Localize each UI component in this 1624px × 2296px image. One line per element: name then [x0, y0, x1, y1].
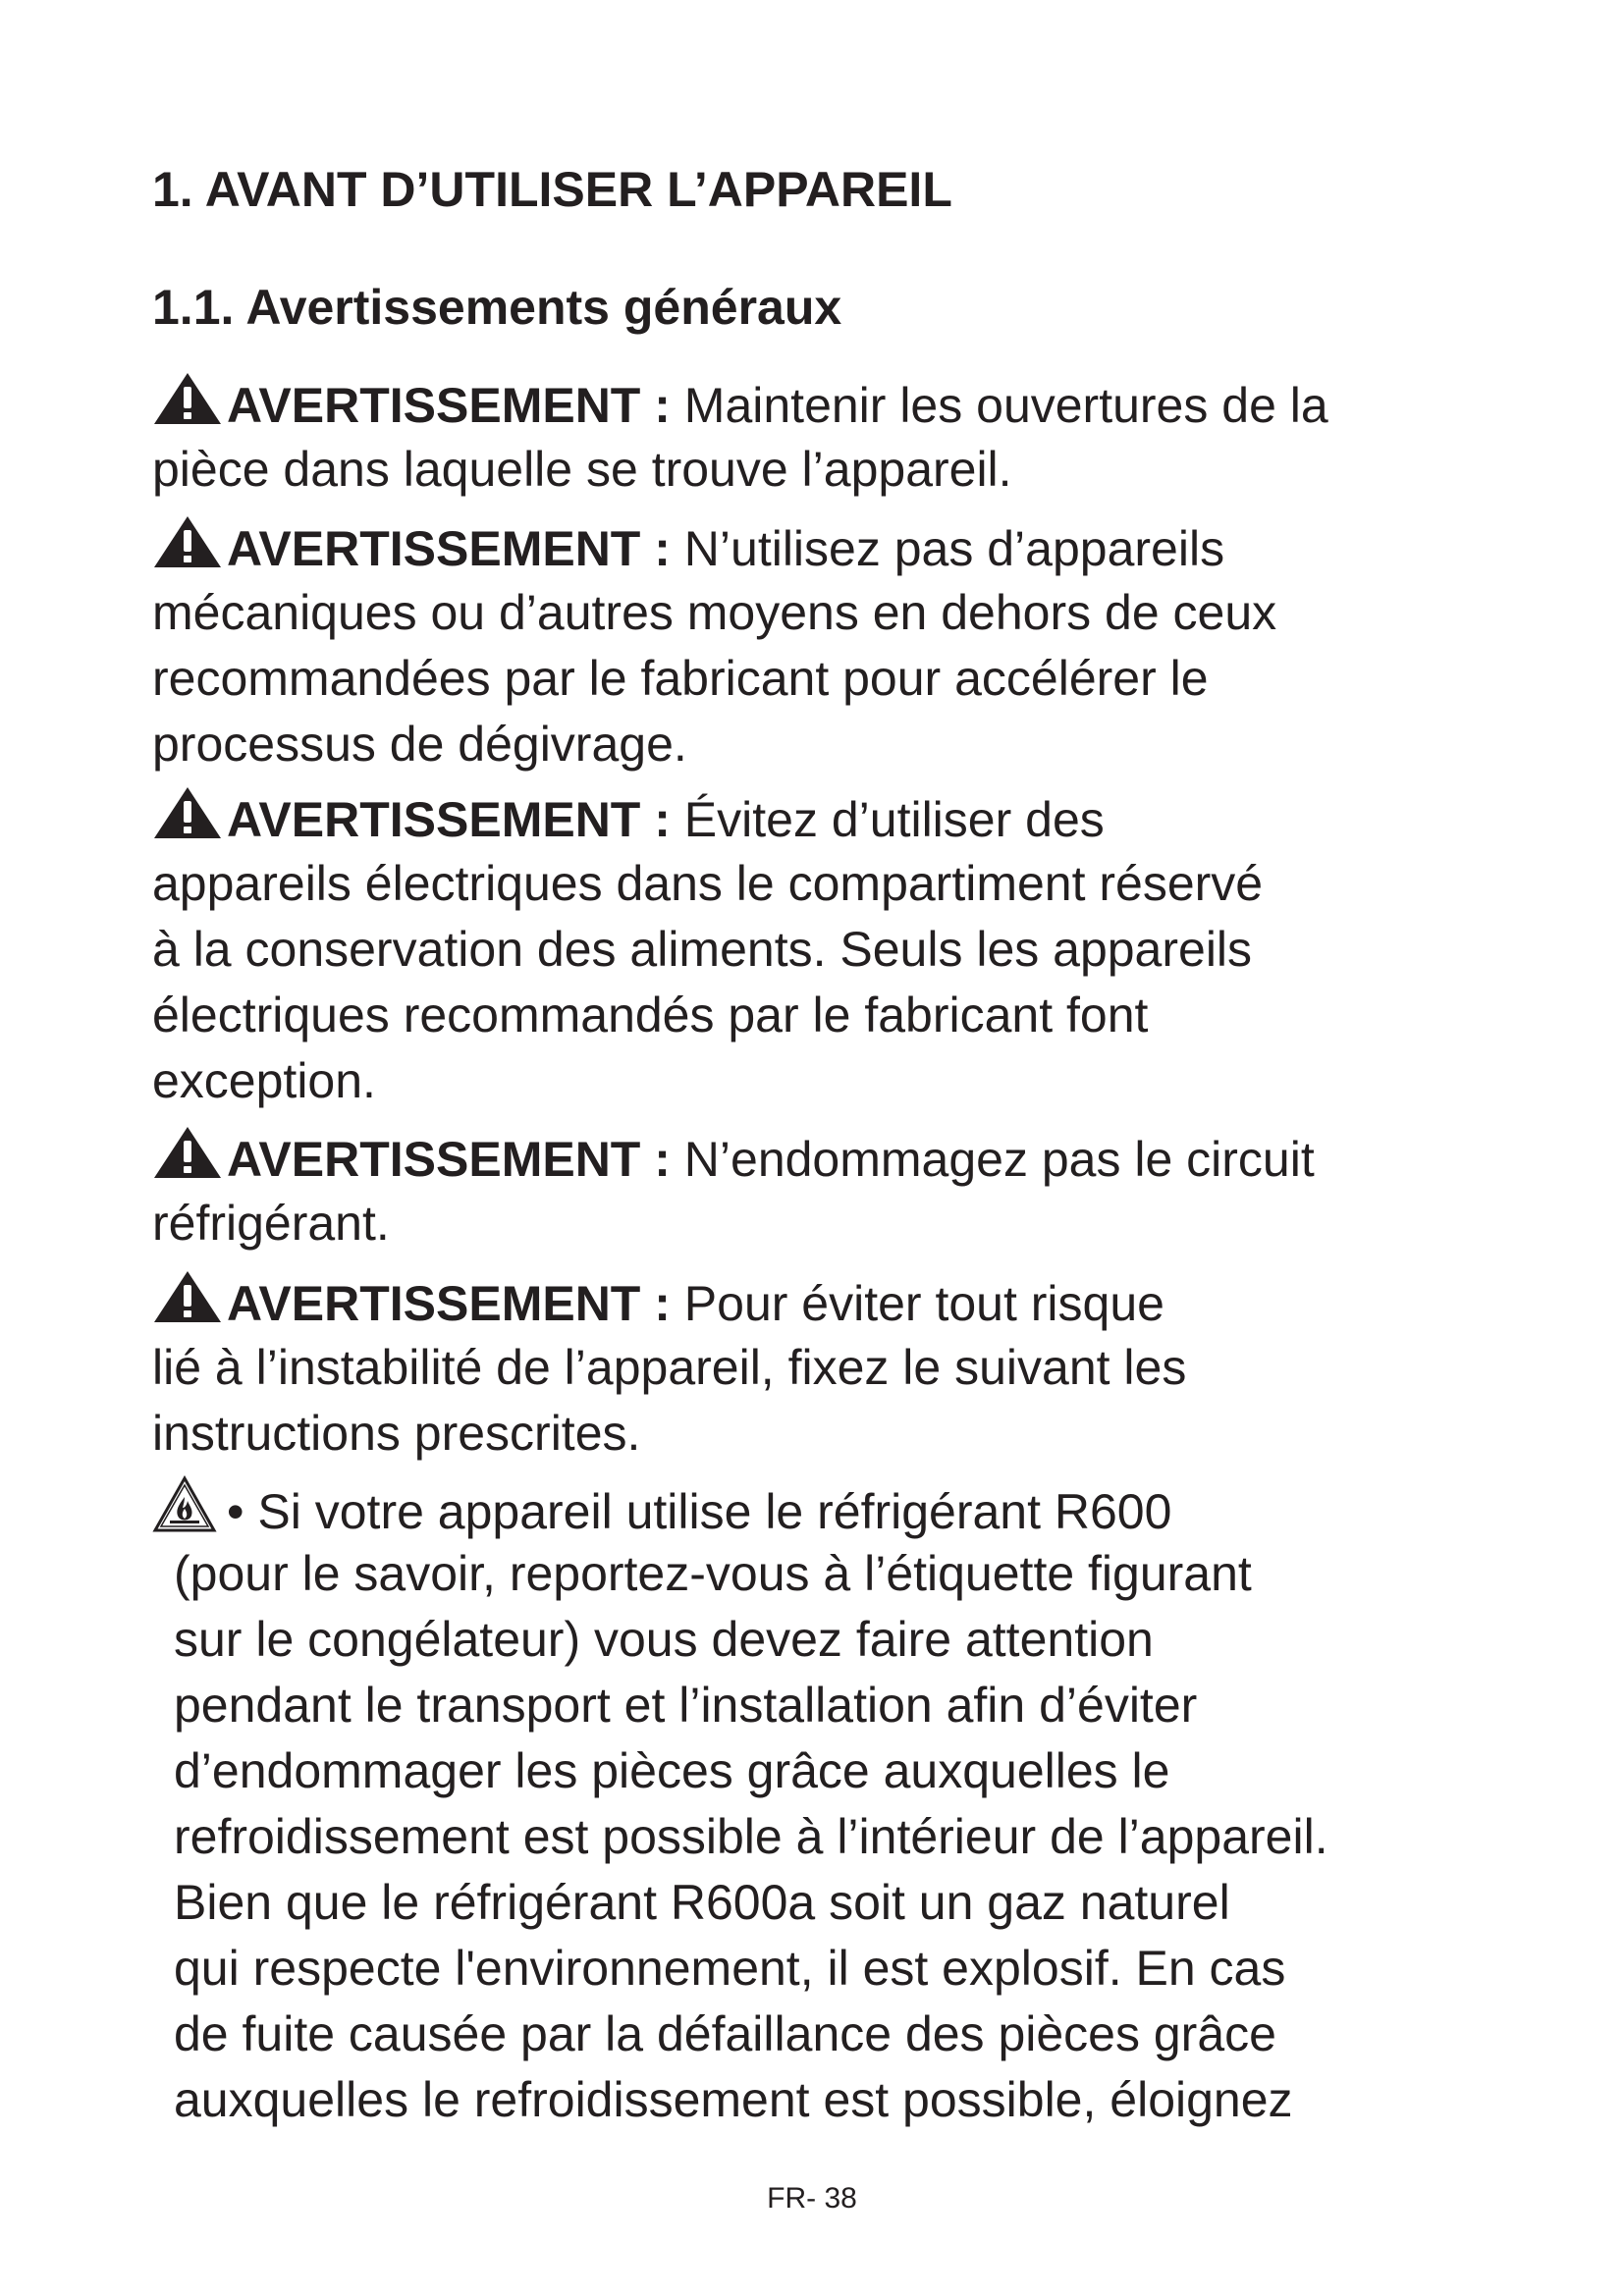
- warning-text-line: N’utilisez pas d’appareils: [683, 521, 1225, 576]
- warning-text-line: instructions prescrites.: [152, 1406, 641, 1461]
- note-text-line: qui respecte l'environnement, il est explosif. En cas: [174, 1941, 1286, 1996]
- warning-label: AVERTISSEMENT :: [227, 1276, 671, 1331]
- warning-4: [152, 1125, 1507, 1256]
- warning-text-line: appareils électriques dans le compartiment réservé: [152, 856, 1264, 911]
- note-text-line: Bien que le réfrigérant R600a soit un gaz naturel: [174, 1875, 1230, 1930]
- warning-text-line: N’endommagez pas le circuit: [683, 1132, 1315, 1187]
- warning-text-line: mécaniques ou d’autres moyens en dehors de ceux: [152, 585, 1277, 640]
- warning-text-line: processus de dégivrage.: [152, 717, 687, 772]
- warning-3: [152, 785, 1507, 1114]
- note-text-line: d’endommager les pièces grâce auxquelles le: [174, 1743, 1170, 1798]
- page-number: FR- 38: [767, 2182, 857, 2215]
- warning-1: [152, 371, 1507, 503]
- warning-text-line: à la conservation des aliments. Seuls les appareils: [152, 922, 1253, 977]
- warning-text-line: lié à l’instabilité de l’appareil, fixez le suivant les: [152, 1340, 1187, 1395]
- warning-text-line: Maintenir les ouvertures de la: [683, 378, 1328, 433]
- warning-text-line: réfrigérant.: [152, 1196, 390, 1251]
- warning-text-line: pièce dans laquelle se trouve l’appareil.: [152, 442, 1012, 497]
- warning-triangle-icon: [152, 514, 223, 569]
- note-text-line: sur le congélateur) vous devez faire attention: [174, 1612, 1154, 1667]
- warning-text-line: Évitez d’utiliser des: [683, 792, 1105, 847]
- section-heading: 1. AVANT D’UTILISER L’APPAREIL: [152, 162, 952, 217]
- note-text-line: • Si votre appareil utilise le réfrigérant R600: [227, 1484, 1172, 1539]
- warning-5: [152, 1269, 1507, 1467]
- note-text-line: refroidissement est possible à l’intérieur de l’appareil.: [174, 1809, 1328, 1864]
- warning-triangle-icon: [152, 371, 223, 426]
- warning-2: [152, 514, 1507, 777]
- note-text-line: auxquelles le refroidissement est possible, éloignez: [174, 2072, 1293, 2127]
- warning-text-line: exception.: [152, 1053, 376, 1108]
- warning-text-line: Pour éviter tout risque: [683, 1276, 1164, 1331]
- note-text-line: de fuite causée par la défaillance des pièces grâce: [174, 2006, 1276, 2061]
- subsection-heading: 1.1. Avertissements généraux: [152, 280, 842, 335]
- note-text-line: (pour le savoir, reportez-vous à l’étiquette figurant: [174, 1546, 1252, 1601]
- warning-text-line: électriques recommandés par le fabricant font: [152, 988, 1149, 1042]
- flammable-warning-icon: [152, 1475, 217, 1534]
- warning-triangle-icon: [152, 1125, 223, 1180]
- warning-label: AVERTISSEMENT :: [227, 792, 671, 847]
- flammable-note: [152, 1475, 1507, 2133]
- warning-text-line: recommandées par le fabricant pour accélérer le: [152, 651, 1209, 706]
- warning-triangle-icon: [152, 1269, 223, 1324]
- warning-label: AVERTISSEMENT :: [227, 521, 671, 576]
- warning-label: AVERTISSEMENT :: [227, 378, 671, 433]
- warning-triangle-icon: [152, 785, 223, 840]
- warning-label: AVERTISSEMENT :: [227, 1132, 671, 1187]
- note-text-line: pendant le transport et l’installation afin d’éviter: [174, 1678, 1198, 1733]
